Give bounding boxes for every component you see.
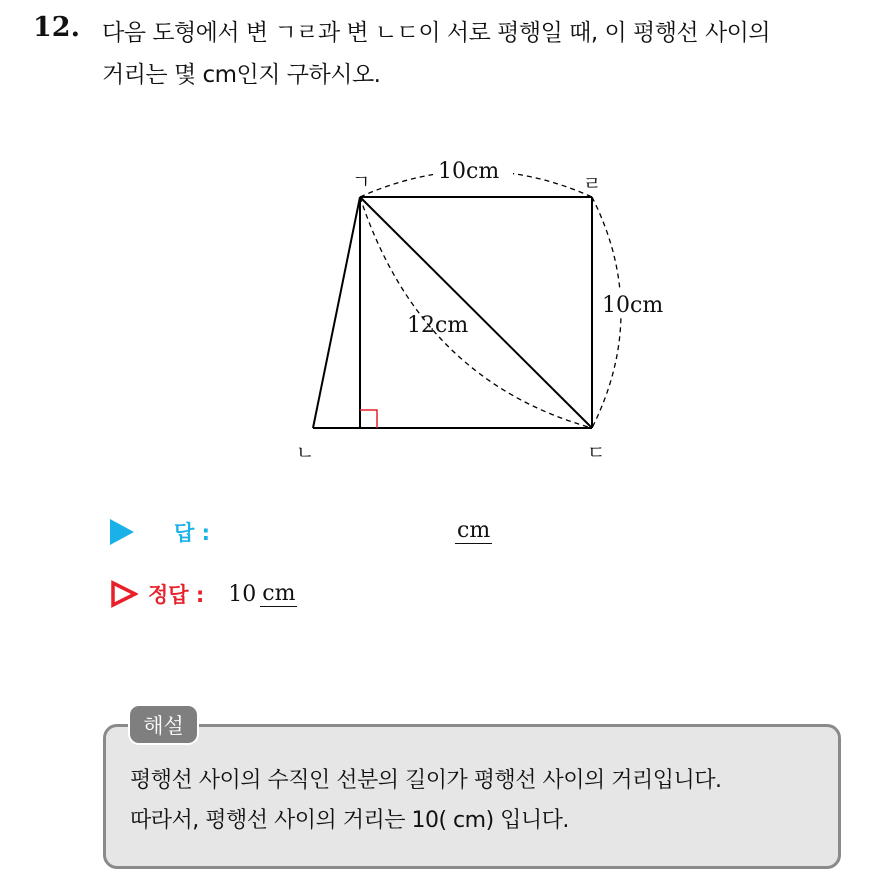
play-triangle-icon bbox=[110, 519, 134, 545]
explanation-box bbox=[103, 724, 841, 869]
solution-unit: cm bbox=[262, 580, 296, 606]
solution-row bbox=[110, 577, 297, 611]
diagonal-length-label: 12cm bbox=[407, 313, 469, 338]
explanation-tab: 해설 bbox=[128, 704, 199, 745]
question-number: 12. bbox=[33, 12, 80, 43]
vertex-label-a: ㄱ bbox=[352, 171, 371, 193]
answer-row bbox=[110, 515, 210, 549]
diagonal bbox=[360, 197, 592, 428]
top-length-label: 10cm bbox=[438, 159, 500, 184]
outline-triangle-icon bbox=[110, 580, 138, 608]
right-length-label: 10cm bbox=[602, 293, 664, 318]
edge-left bbox=[313, 197, 360, 428]
right-angle-marker bbox=[360, 410, 377, 428]
question-text-line-1: 다음 도형에서 변 ㄱㄹ과 변 ㄴㄷ이 서로 평행일 때, 이 평행선 사이의 bbox=[102, 20, 771, 46]
explanation-line-2: 따라서, 평행선 사이의 거리는 10( cm) 입니다. bbox=[130, 808, 569, 833]
answer-unit: cm bbox=[457, 518, 491, 543]
answer-label: 답 : bbox=[174, 521, 210, 545]
vertex-label-d: ㄹ bbox=[583, 173, 602, 195]
vertex-label-c: ㄷ bbox=[587, 442, 606, 464]
question-text-line-2: 거리는 몇 cm인지 구하시오. bbox=[102, 62, 381, 88]
vertex-label-b: ㄴ bbox=[296, 442, 315, 464]
solution-value: 10 bbox=[228, 581, 257, 607]
solution-label: 정답 : bbox=[148, 583, 205, 607]
explanation-line-1: 평행선 사이의 수직인 선분의 길이가 평행선 사이의 거리입니다. bbox=[130, 768, 722, 793]
